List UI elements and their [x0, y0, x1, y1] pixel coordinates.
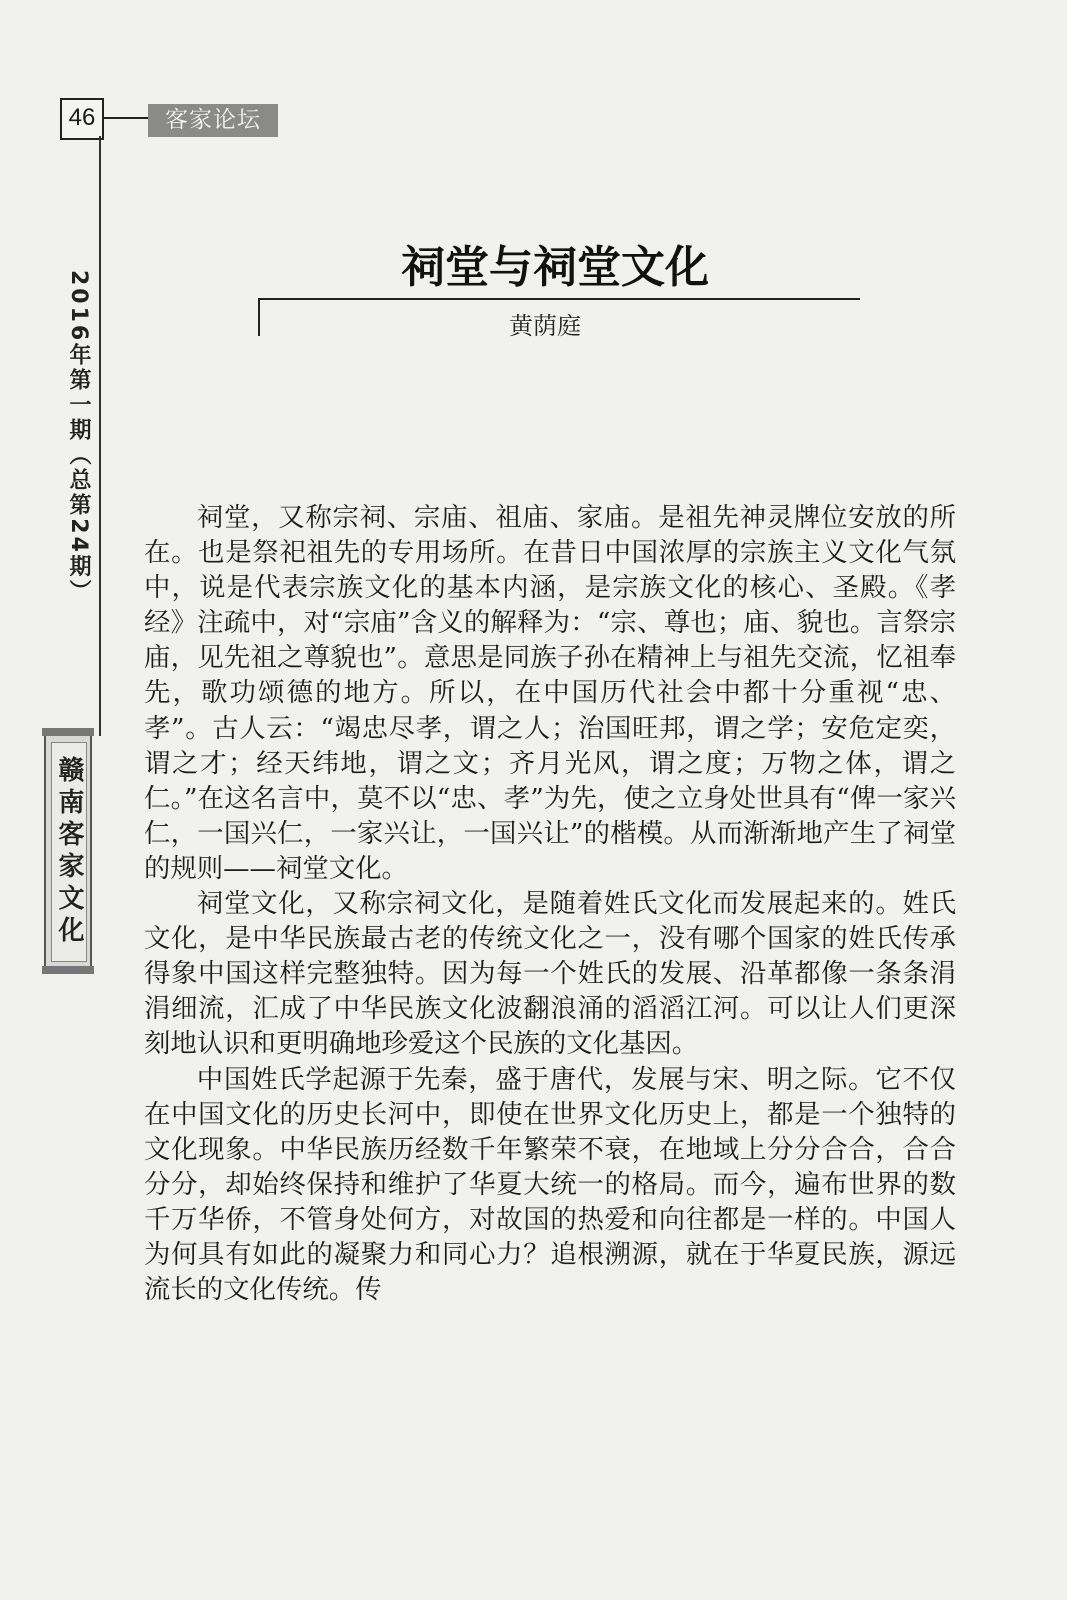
scroll-logo: [44, 732, 92, 970]
title-rule: [258, 298, 860, 300]
paragraph: 祠堂文化，又称宗祠文化，是随着姓氏文化而发展起来的。姓氏文化，是中华民族最古老的传统文化之一，没有哪个国家的姓氏传承得象中国这样完整独特。因为每一个姓氏的发展、沿革都像一条条涓涓细流，汇成了中华民族文化波翻浪涌的滔滔江河。可以让人们更深刻地认识和更明确地珍爱这个民族的文化基因。: [144, 888, 956, 1060]
article-author: 黄荫庭: [509, 312, 581, 340]
paragraph: 祠堂，又称宗祠、宗庙、祖庙、家庙。是祖先神灵牌位安放的所在。也是祭祀祖先的专用场所。在昔日中国浓厚的宗族主义文化气氛中，说是代表宗族文化的基本内涵，是宗族文化的核心、圣殿。《孝经》注疏中，对“宗庙”含义的解释为：“宗、尊也；庙、貌也。言祭宗庙，见先祖之尊貌也”。意思是同族子孙在精神上与祖先交流，忆祖奉先，歌功颂德的地方。所以，在中国历代社会中都十分重视“忠、孝”。古人云：“竭忠尽孝，谓之人；治国旺邦，谓之学；安危定奕，谓之才；经天纬地，谓之文；齐月光风，谓之度；万物之体，谓之仁。”在这名言中，莫不以“忠、孝”为先，使之立身处世具有“俾一家兴仁，一国兴仁，一家兴让，一国兴让”的楷模。从而渐渐地产生了祠堂的规则——祠堂文化。: [144, 502, 956, 884]
article-body: [144, 500, 956, 1307]
page-number: 46: [60, 98, 104, 140]
margin-rule: [99, 136, 101, 736]
column-badge: 客家论坛: [148, 104, 278, 137]
title-rule-tick: [258, 298, 260, 336]
issue-info: 2016年第一期（总第24期）: [66, 270, 91, 605]
scroll-logo-text: 赣南客家文化: [51, 742, 87, 962]
header-rule: [102, 117, 148, 119]
paragraph: 中国姓氏学起源于先秦，盛于唐代，发展与宋、明之际。它不仅在中国文化的历史长河中，即使在世界文化历史上，都是一个独特的文化现象。中华民族历经数千年繁荣不衰，在地域上分分合合，合合分分，却始终保持和维护了华夏大统一的格局。而今，遍布世界的数千万华侨，不管身处何方，对故国的热爱和向往都是一样的。中国人为何具有如此的凝聚力和同心力？追根溯源，就在于华夏民族，源远流长的文化传统。传: [144, 1063, 956, 1306]
article-title: 祠堂与祠堂文化: [401, 242, 709, 293]
